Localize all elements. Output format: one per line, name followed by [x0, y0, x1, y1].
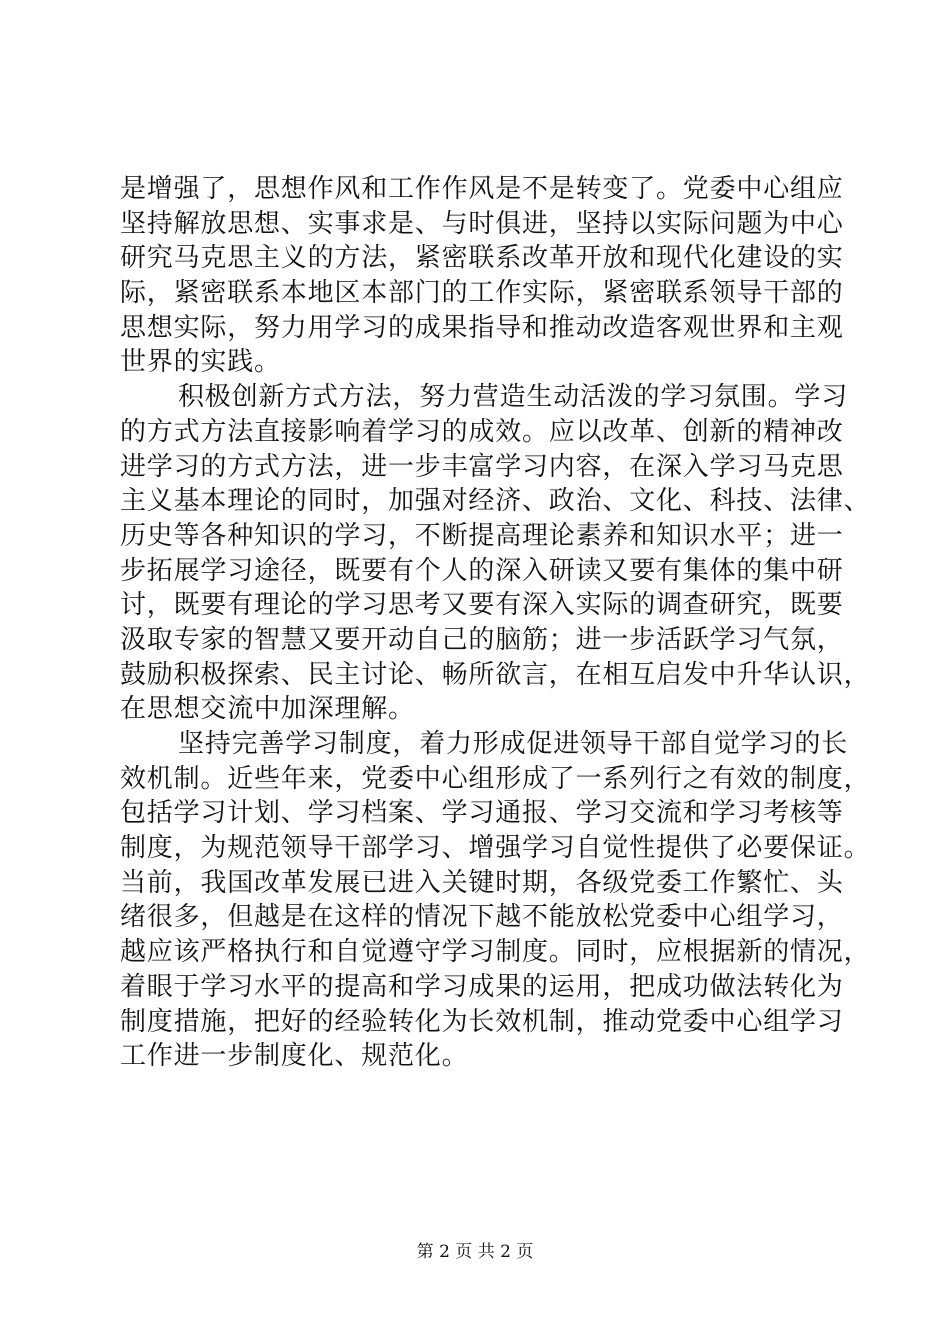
text-line: 鼓励积极探索、民主讨论、畅所欲言，在相互启发中升华认识，: [120, 659, 871, 690]
text-line: 在思想交流中加深理解。: [120, 694, 415, 725]
text-line: 包括学习计划、学习档案、学习通报、学习交流和学习考核等: [120, 798, 844, 829]
text-line: 研究马克思主义的方法，紧密联系改革开放和现代化建设的实: [120, 243, 844, 274]
text-line: 坚持解放思想、实事求是、与时俱进，坚持以实际问题为中心: [120, 208, 844, 239]
text-line: 思想实际，努力用学习的成果指导和推动改造客观世界和主观: [120, 312, 844, 343]
text-line: 汲取专家的智慧又要开动自己的脑筋；进一步活跃学习气氛，: [120, 624, 844, 655]
text-line: 制度，为规范领导干部学习、增强学习自觉性提供了必要保证。: [120, 833, 871, 864]
text-line: 着眼于学习水平的提高和学习成果的运用，把成功做法转化为: [120, 971, 844, 1002]
text-line: 讨，既要有理论的学习思考又要有深入实际的调查研究，既要: [120, 590, 844, 621]
text-line: 工作进一步制度化、规范化。: [120, 1041, 469, 1072]
text-line: 制度措施，把好的经验转化为长效机制，推动党委中心组学习: [120, 1006, 844, 1037]
text-line: 步拓展学习途径，既要有个人的深入研读又要有集体的集中研: [120, 555, 844, 586]
text-line: 当前，我国改革发展已进入关键时期，各级党委工作繁忙、头: [120, 867, 844, 898]
text-line: 效机制。近些年来，党委中心组形成了一系列行之有效的制度，: [120, 763, 871, 794]
text-line: 的方式方法直接影响着学习的成效。应以改革、创新的精神改: [120, 416, 844, 447]
text-line: 际，紧密联系本地区本部门的工作实际，紧密联系领导干部的: [120, 278, 844, 309]
text-line: 是增强了，思想作风和工作作风是不是转变了。党委中心组应: [120, 174, 844, 204]
page-number-footer: 第 2 页 共 2 页: [416, 1242, 534, 1262]
text-line: 世界的实践。: [120, 347, 281, 378]
text-line: 越应该严格执行和自觉遵守学习制度。同时，应根据新的情况，: [120, 937, 871, 968]
document-body: [120, 172, 871, 1074]
text-line: 积极创新方式方法，努力营造生动活泼的学习氛围。学习: [178, 382, 849, 413]
text-line: 坚持完善学习制度，着力形成促进领导干部自觉学习的长: [178, 729, 849, 759]
text-line: 进学习的方式方法，进一步丰富学习内容，在深入学习马克思: [120, 451, 844, 482]
text-line: 主义基本理论的同时，加强对经济、政治、文化、科技、法律、: [120, 486, 871, 517]
text-line: 历史等各种知识的学习，不断提高理论素养和知识水平；进一: [120, 520, 844, 551]
text-line: 绪很多，但越是在这样的情况下越不能放松党委中心组学习，: [120, 902, 844, 933]
